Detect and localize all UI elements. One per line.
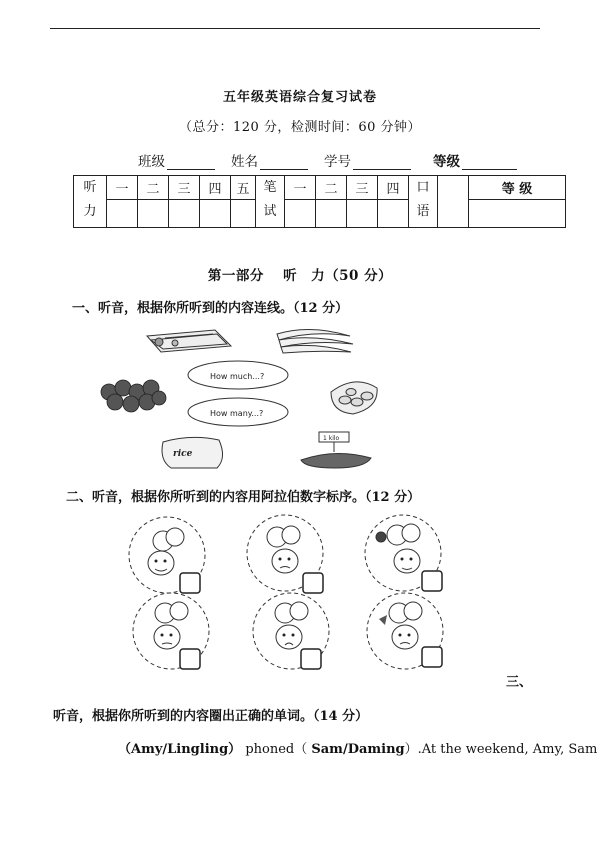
student-id-label: 学号 xyxy=(324,154,351,170)
question-3-instruction: 听音，根据你所听到的内容圈出正确的单词。（14 分） xyxy=(53,709,369,724)
question-1-instruction: 一、听音，根据你所听到的内容连线。（12 分） xyxy=(72,301,349,316)
answer-box-4[interactable] xyxy=(180,649,200,669)
listening-score-2[interactable] xyxy=(138,200,169,228)
question-2-pictures xyxy=(125,513,455,673)
written-score-2[interactable] xyxy=(316,200,347,228)
written-col-1: 一 xyxy=(285,176,316,200)
bananas-icon xyxy=(277,329,353,353)
written-col-4: 四 xyxy=(378,176,409,200)
listening-score-1[interactable] xyxy=(107,200,138,228)
written-header: 笔 试 xyxy=(256,176,285,228)
oral-score-cell[interactable] xyxy=(438,176,469,228)
written-col-3: 三 xyxy=(347,176,378,200)
written-score-3[interactable] xyxy=(347,200,378,228)
listening-col-5: 五 xyxy=(231,176,256,200)
eggs-icon xyxy=(331,382,377,414)
question-2-instruction: 二、听音，根据你所听到的内容用阿拉伯数字标序。（12 分） xyxy=(66,490,421,505)
answer-box-5[interactable] xyxy=(301,649,321,669)
bubble-how-many-text: How many...? xyxy=(210,409,264,418)
exam-title: 五年级英语综合复习试卷 xyxy=(222,90,377,105)
grade-blank[interactable] xyxy=(462,155,517,170)
oral-header: 口 语 xyxy=(409,176,438,228)
name-blank[interactable] xyxy=(260,155,308,170)
written-col-2: 二 xyxy=(316,176,347,200)
question-3-sentence xyxy=(118,738,597,757)
rice-bag-text: rice xyxy=(173,449,193,459)
class-field[interactable] xyxy=(138,150,215,170)
choice-amy-lingling[interactable]: （Amy/Lingling） xyxy=(118,742,242,757)
class-blank[interactable] xyxy=(167,155,215,170)
answer-box-3[interactable] xyxy=(422,571,442,591)
listening-col-2: 二 xyxy=(138,176,169,200)
sentence-tail: ）.At the weekend, Amy, Sam xyxy=(404,742,598,757)
question-1-illustration xyxy=(95,322,395,474)
name-field[interactable] xyxy=(231,150,308,170)
grade-score-cell[interactable] xyxy=(469,200,566,228)
scale-tag-text: 1 kilo xyxy=(323,435,340,442)
answer-box-1[interactable] xyxy=(180,573,200,593)
student-info-row xyxy=(138,150,517,170)
answer-box-6[interactable] xyxy=(422,647,442,667)
listening-score-5[interactable] xyxy=(231,200,256,228)
listening-col-1: 一 xyxy=(107,176,138,200)
student-id-blank[interactable] xyxy=(353,155,411,170)
bubble-how-much-text: How much...? xyxy=(210,372,265,381)
money-icon xyxy=(147,330,231,352)
top-rule xyxy=(50,28,540,29)
written-score-4[interactable] xyxy=(378,200,409,228)
rice-bag-icon xyxy=(162,437,223,468)
exam-subtitle: （总分：120 分，检测时间：60 分钟） xyxy=(178,120,422,135)
class-label: 班级 xyxy=(138,154,165,170)
student-id-field[interactable] xyxy=(324,150,411,170)
grade-header: 等 级 xyxy=(469,176,566,200)
apples-icon xyxy=(101,380,166,412)
score-table xyxy=(73,175,566,228)
food-on-scale-icon xyxy=(301,432,371,468)
question-3-number: 三、 xyxy=(506,675,533,690)
answer-box-2[interactable] xyxy=(303,573,323,593)
grade-field-label: 等级 xyxy=(433,154,460,170)
listening-col-3: 三 xyxy=(169,176,200,200)
listening-header: 听 力 xyxy=(74,176,107,228)
listening-score-4[interactable] xyxy=(200,200,231,228)
sentence-mid: phoned（ xyxy=(241,742,312,757)
written-score-1[interactable] xyxy=(285,200,316,228)
part-one-title: 第一部分 听 力（50 分） xyxy=(207,268,393,284)
name-label: 姓名 xyxy=(231,154,258,170)
listening-score-3[interactable] xyxy=(169,200,200,228)
listening-col-4: 四 xyxy=(200,176,231,200)
choice-sam-daming[interactable]: Sam/Daming xyxy=(311,742,405,757)
grade-field[interactable] xyxy=(433,150,517,170)
